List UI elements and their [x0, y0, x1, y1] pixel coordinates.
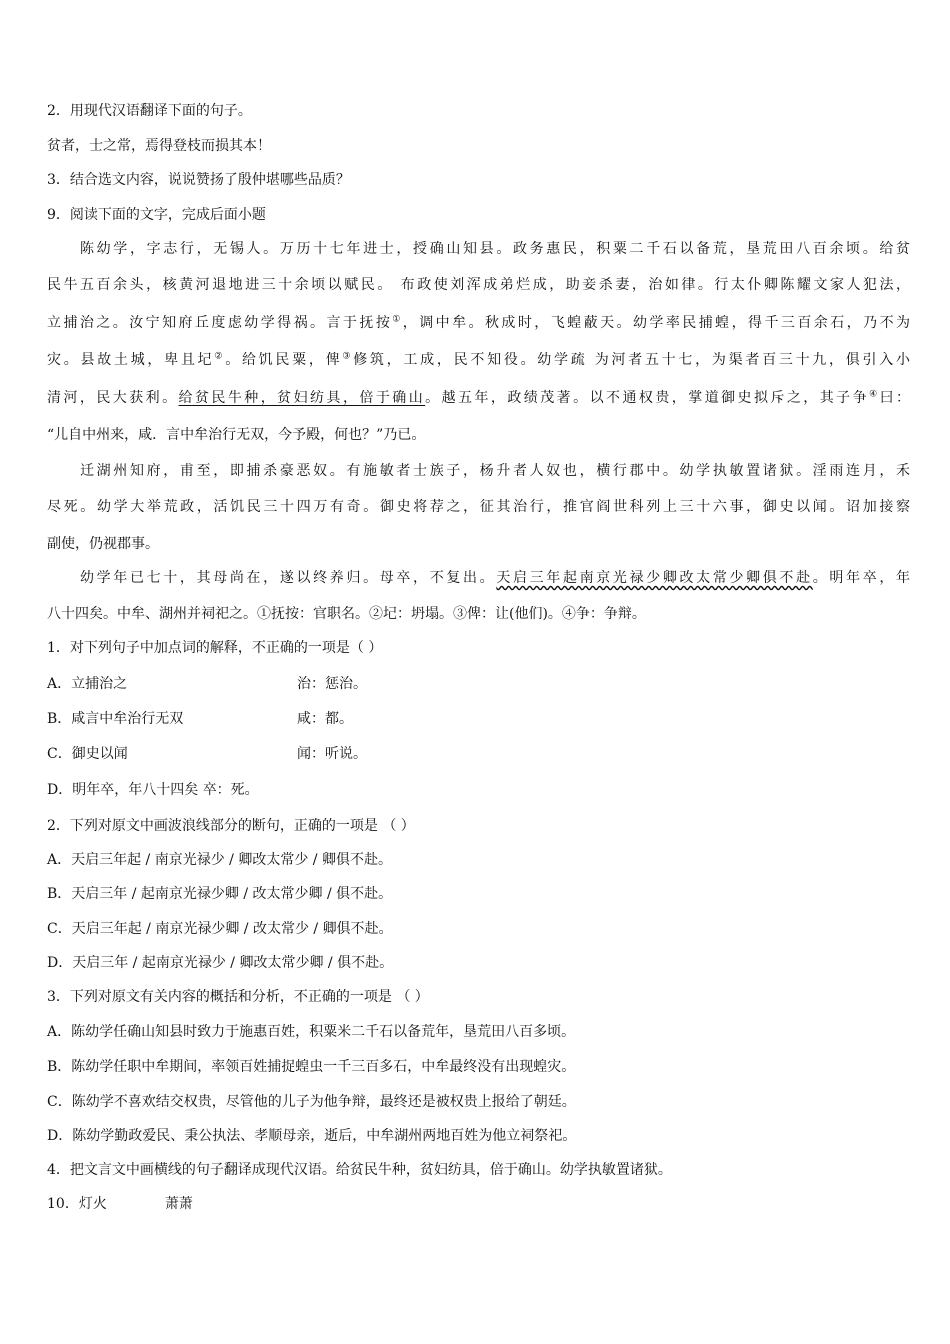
- sub-question-2-option: D．天启三年 / 起南京光禄少 / 卿改太常少卿 / 俱不赴。: [47, 955, 394, 971]
- sub-question-1-stem: 1．对下列句子中加点词的解释，不正确的一项是（ ）: [47, 640, 383, 656]
- passage-line: 民牛五百余头，核黄河退地进三十余顷以赋民。 布政使刘浑成弟烂成，助妾杀妻，治如律。行太仆卿陈耀文家人犯法，: [47, 277, 910, 293]
- passage-line: 迁湖州知府，甫至，即捕杀豪恶奴。有施敏者士族子，杨升者人奴也，横行郡中。幼学执敏置诸狱。淫雨连月，禾: [80, 463, 910, 479]
- sub-question-2-option: B．天启三年 / 起南京光禄少卿 / 改太常少卿 / 俱不赴。: [47, 886, 393, 902]
- footnote-mark: ③: [342, 351, 354, 362]
- sub-question-3-option: C．陈幼学不喜欢结交权贵，尽管他的儿子为他争辩，最终还是被权贵上报给了朝廷。: [47, 1094, 576, 1110]
- wavy-underlined-sentence: 天启三年起南京光禄少卿改太常少卿俱不赴: [496, 570, 813, 586]
- passage-line: 尽死。幼学大举荒政，活饥民三十四万有奇。御史将荐之，征其治行，推官阎世科列上三十六事，御史以闻。诏加接察: [47, 499, 910, 515]
- footnote-mark: ④: [869, 389, 880, 400]
- sub-question-2-option: A．天启三年起 / 南京光禄少 / 卿改太常少 / 卿俱不赴。: [47, 852, 392, 868]
- sub-question-3-option: A．陈幼学任确山知县时致力于施惠百姓，积粟米二千石以备荒年，垦荒田八百多顷。: [47, 1024, 576, 1040]
- sub-question-3-option: B．陈幼学任职中牟期间，率领百姓捕捉蝗虫一千三百多石，中牟最终没有出现蝗灾。: [47, 1059, 576, 1075]
- sub-question-2-option: C．天启三年起 / 南京光禄少卿 / 改太常少 / 卿俱不赴。: [47, 921, 393, 937]
- sub-question-3-stem: 3．下列对原文有关内容的概括和分析，不正确的一项是 （ ）: [47, 989, 429, 1005]
- underlined-sentence: 给贫民牛种，贫妇纺具，倍于确山: [178, 390, 426, 406]
- sub-question-3-option: D．陈幼学勤政爱民、秉公执法、孝顺母亲，逝后，中牟湖州两地百姓为他立祠祭祀。: [47, 1128, 577, 1144]
- sub-question-1-option: C．御史以闻 闻：听说。: [47, 746, 367, 762]
- footnote-mark: ①: [392, 314, 403, 325]
- footnote-mark: ②: [214, 351, 226, 362]
- passage-line: 幼学年已七十，其母尚在，遂以终养归。母卒，不复出。天启三年起南京光禄少卿改太常少卿俱不赴。明年卒，年: [80, 570, 911, 586]
- sub-question-4-stem: 4．把文言文中画横线的句子翻译成现代汉语。给贫民牛种，贫妇纺具，倍于确山。幼学执敏置诸狱。: [47, 1162, 672, 1178]
- question-3-prompt: 3．结合选文内容，说说赞扬了殷仲堪哪些品质？: [47, 172, 350, 188]
- sub-question-1-option: A．立捕治之 治：惩治。: [47, 676, 367, 692]
- question-2-sentence: 贫者，士之常，焉得登枝而损其本！: [47, 138, 271, 154]
- passage-line: 清河，民大获利。给贫民牛种，贫妇纺具，倍于确山。越五年，政绩茂著。以不通权贵，掌道御史拟斥之，其子争④曰：: [47, 389, 911, 406]
- question-10: 10．灯火 萧萧: [47, 1196, 193, 1212]
- sub-question-1-option: D．明年卒，年八十四矣 卒：死。: [47, 782, 259, 798]
- passage-line: 立捕治之。汝宁知府丘度虑幼学得祸。言于抚按①，调中牟。秋成时，飞蝗蔽天。幼学率民捕蝗，得千三百余石，乃不为: [47, 314, 911, 331]
- passage-line: 灾。县故土城，卑且圮②。给饥民粟，俾③修筑，工成，民不知役。幼学疏 为河者五十七，为渠者百三十九，俱引入小: [47, 351, 910, 368]
- sub-question-2-stem: 2．下列对原文中画波浪线部分的断句，正确的一项是 （ ）: [47, 818, 415, 834]
- passage-line: 副使，仍视郡事。: [47, 536, 159, 552]
- passage-line: “儿自中州来，咸．言中牟治行无双，今予殿，何也？”乃已。: [47, 427, 426, 443]
- question-2-prompt: 2．用现代汉语翻译下面的句子。: [47, 103, 252, 119]
- question-9-title: 9．阅读下面的文字，完成后面小题: [47, 207, 266, 223]
- sub-question-1-option: B．咸言中牟治行无双 咸：都。: [47, 711, 353, 727]
- passage-line: 陈幼学，字志行，无锡人。万历十七年进士，授确山知县。政务惠民，积粟二千石以备荒，垦荒田八百余顷。给贫: [80, 241, 910, 257]
- passage-line: 八十四矣。中牟、湖州并祠祀之。①抚按：官职名。②圮：坍塌。③俾：让(他们)。④争：争辩。: [47, 606, 646, 622]
